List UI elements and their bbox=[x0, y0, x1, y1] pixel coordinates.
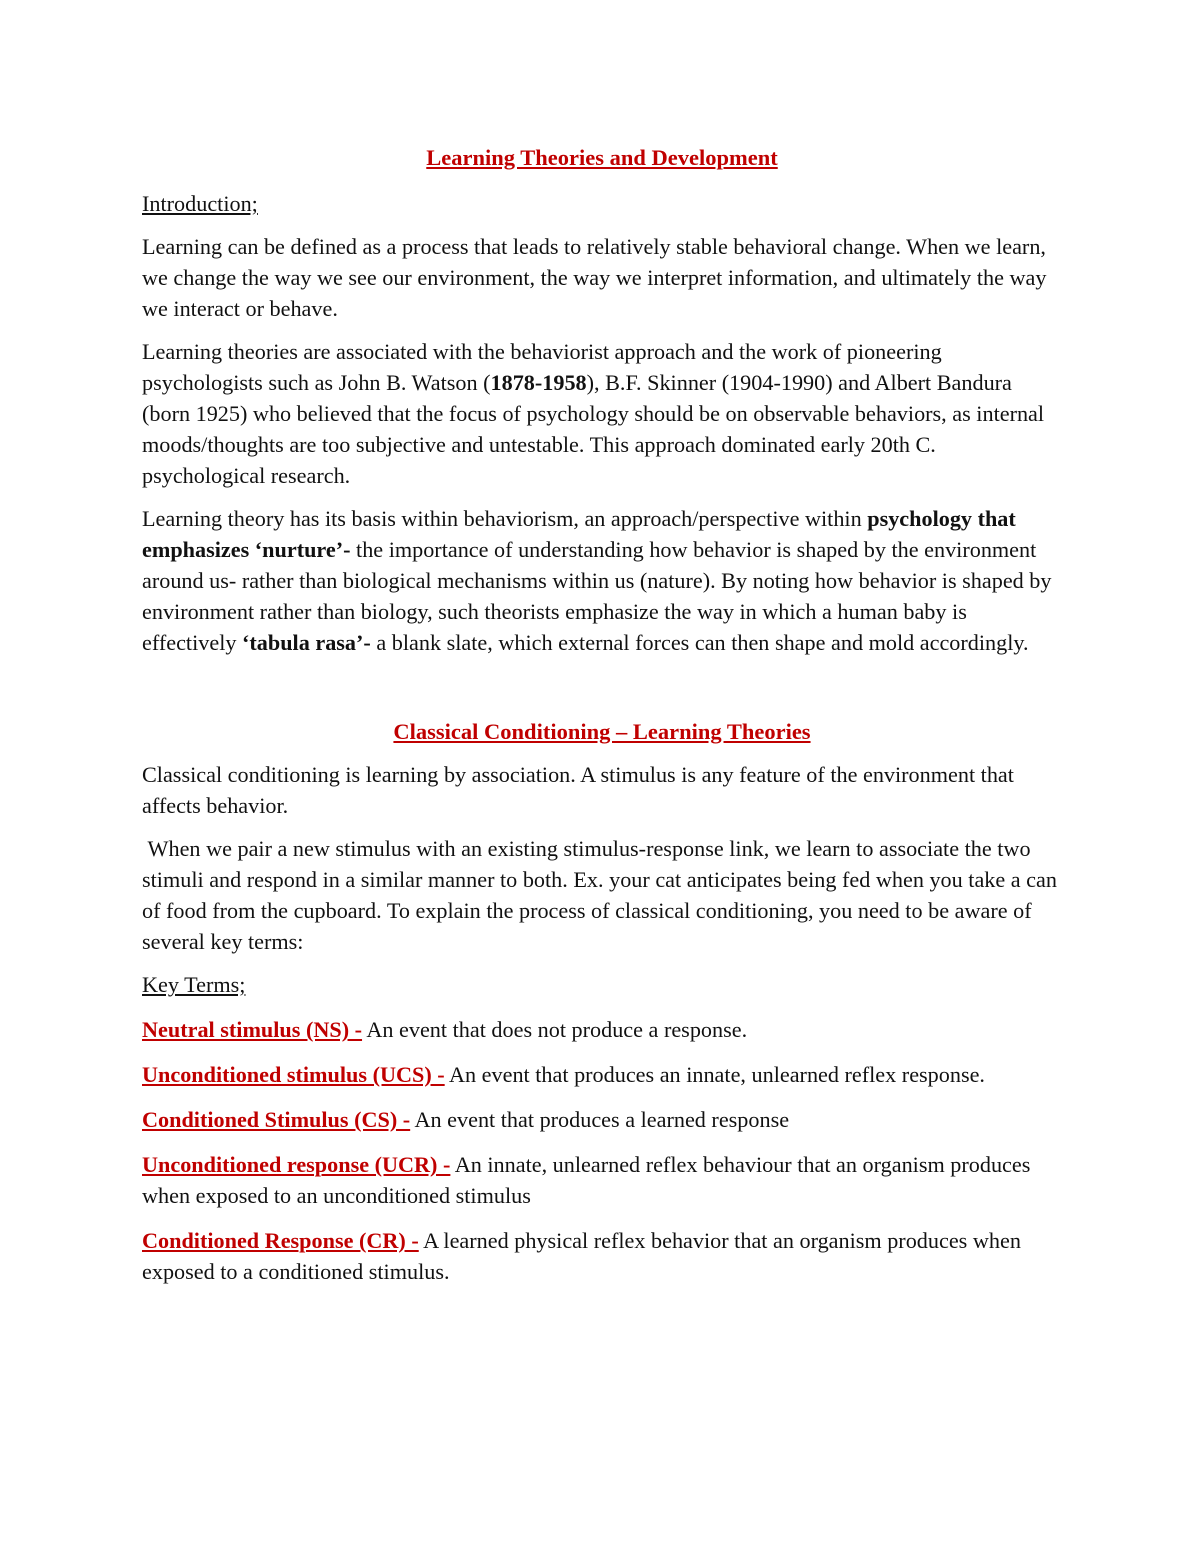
intro-paragraph-2 bbox=[142, 336, 1062, 491]
key-term-definition: An event that produces a learned response bbox=[410, 1107, 790, 1132]
intro-p3-text-2: the importance of understanding how behavior is shaped by the environment around us- rather than biological mechanisms within us (nature). By noting how behavior is shaped by environment rather than biology, such theorists emphasize the way in which a human baby is effectively bbox=[142, 537, 1052, 655]
intro-p3-bold-tabula-rasa: ‘tabula rasa’- bbox=[242, 630, 371, 655]
key-term-item bbox=[142, 1225, 1062, 1287]
key-term-definition: An event that produces an innate, unlearned reflex response. bbox=[444, 1062, 985, 1087]
intro-p3-text-3: a blank slate, which external forces can then shape and mold accordingly. bbox=[370, 630, 1029, 655]
key-term-item bbox=[142, 1014, 1062, 1045]
key-term-item bbox=[142, 1059, 1062, 1090]
key-term-name: Neutral stimulus (NS) - bbox=[142, 1017, 363, 1042]
key-term-definition: An innate, unlearned reflex behaviour that an organism produces when exposed to an unconditioned stimulus bbox=[142, 1152, 1031, 1208]
cc-paragraph-1: Classical conditioning is learning by association. A stimulus is any feature of the environment that affects behavior. bbox=[142, 762, 1014, 818]
intro-paragraph-3 bbox=[142, 503, 1062, 658]
key-term-item bbox=[142, 1149, 1062, 1211]
key-term-item bbox=[142, 1104, 1062, 1135]
document-title: Learning Theories and Development bbox=[426, 145, 778, 170]
document-page bbox=[142, 140, 1062, 1287]
intro-p2-bold-years: 1878-1958 bbox=[490, 370, 587, 395]
section-title-classical-conditioning: Classical Conditioning – Learning Theories bbox=[393, 719, 811, 744]
key-term-definition: An event that does not produce a response. bbox=[362, 1017, 748, 1042]
key-term-name: Unconditioned stimulus (UCS) - bbox=[142, 1062, 445, 1087]
intro-p3-bold-nurture: psychology that emphasizes ‘nurture’- bbox=[142, 506, 1016, 562]
key-term-definition: A learned physical reflex behavior that an organism produces when exposed to a conditioned stimulus. bbox=[142, 1228, 1021, 1284]
intro-p2-text-1: Learning theories are associated with the behaviorist approach and the work of pioneering psychologists such as John B. Watson ( bbox=[142, 339, 942, 395]
intro-p3-text-1: Learning theory has its basis within behaviorism, an approach/perspective within bbox=[142, 506, 868, 531]
intro-paragraph-1: Learning can be defined as a process that leads to relatively stable behavioral change. When we learn, we change the way we see our environment, the way we interpret information, and ultimately the way we interact or behave. bbox=[142, 234, 1047, 321]
key-term-name: Conditioned Response (CR) - bbox=[142, 1228, 419, 1253]
introduction-label: Introduction; bbox=[142, 191, 258, 216]
cc-paragraph-2: When we pair a new stimulus with an existing stimulus-response link, we learn to associate the two stimuli and respond in a similar manner to both. Ex. your cat anticipates being fed when you take a can of food from the cupboard. To explain the process of classical conditioning, you need to be aware of several key terms: bbox=[142, 836, 1063, 954]
key-term-name: Unconditioned response (UCR) - bbox=[142, 1152, 451, 1177]
intro-p2-text-2: ), B.F. Skinner (1904-1990) and Albert Bandura (born 1925) who believed that the focus of psychology should be on observable behaviors, as internal moods/thoughts are too subjective and untestable. This approach dominated early 20th C. psychological research. bbox=[142, 370, 1045, 488]
key-term-name: Conditioned Stimulus (CS) - bbox=[142, 1107, 411, 1132]
key-terms-label: Key Terms; bbox=[142, 972, 246, 997]
